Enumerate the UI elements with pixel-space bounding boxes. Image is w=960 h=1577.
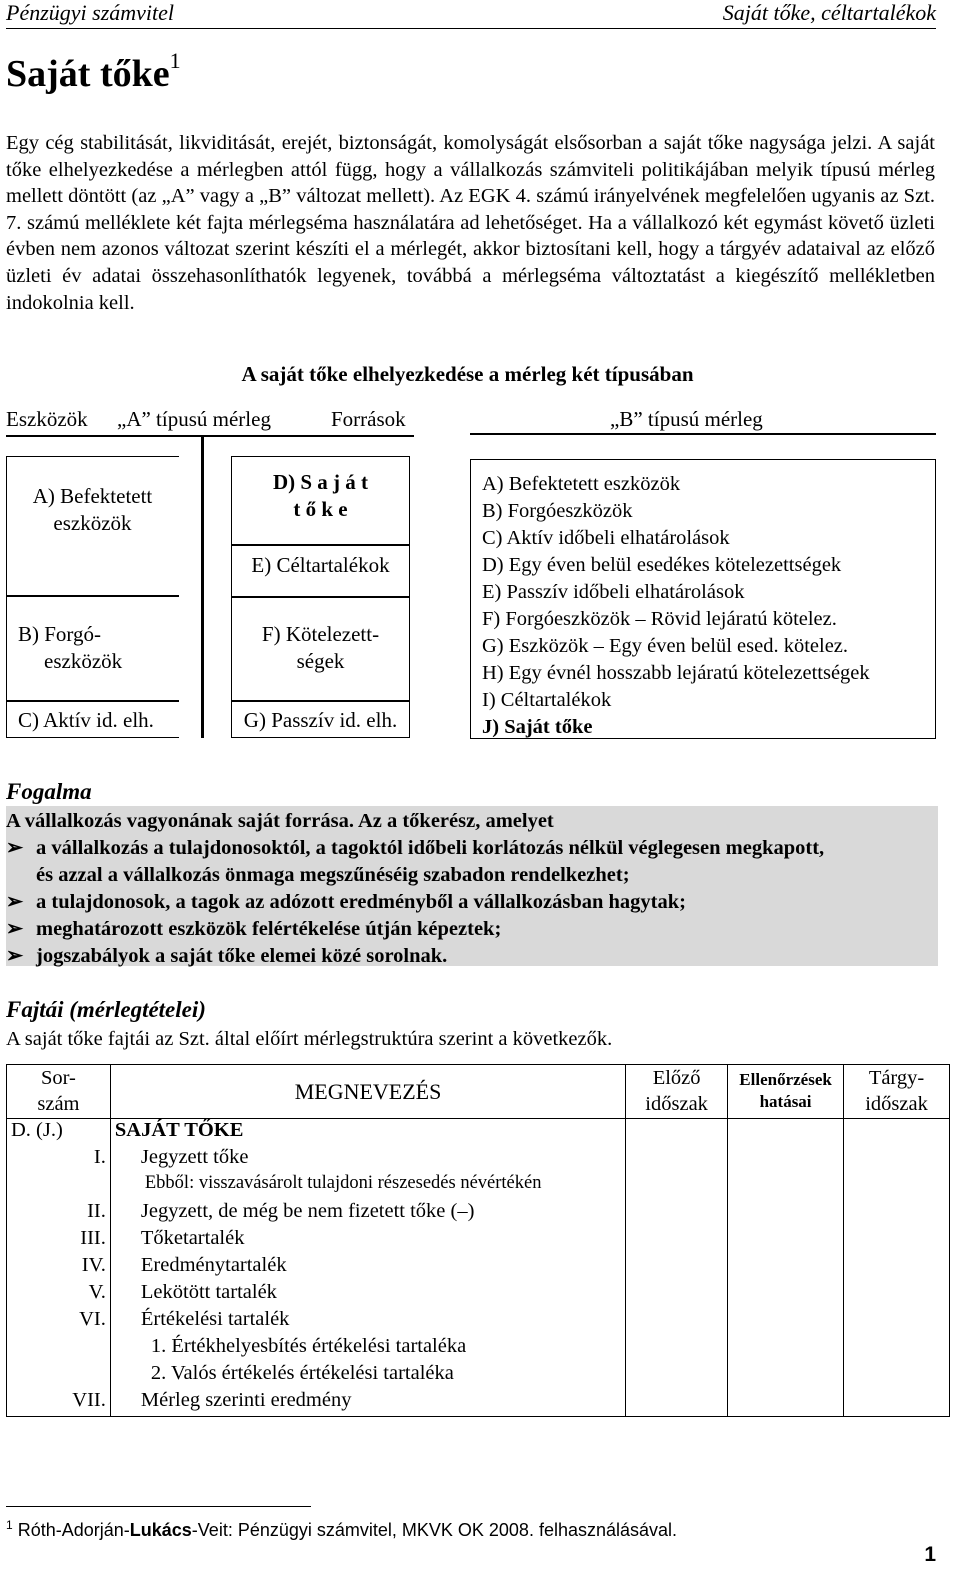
value-cell [626,1281,728,1308]
a-right-item: G) Passzív id. elh. [243,708,398,732]
fajtai-heading: Fajtái (mérlegtételei) [6,997,206,1022]
header-right: Saját tőke, céltartalékok [722,0,936,25]
row-number: I. [7,1146,111,1173]
b-item: F) Forgóeszközök – Rövid lejáratú kötelez. [482,608,837,630]
arrow-bullet-icon: ➢ [6,891,24,913]
page-title [6,48,181,96]
t-account-divider [201,436,204,738]
value-cell [626,1119,728,1147]
page-header [6,0,936,29]
bullet-text: jogszabályok a saját tőke elemei közé sorolnak. [36,945,448,967]
row-name: Jegyzett tőke [110,1146,625,1173]
value-cell [844,1254,950,1281]
row-number [7,1335,111,1362]
col-header-audit: Ellenőrzések hatásai [728,1065,844,1119]
value-cell [626,1362,728,1389]
row-name: SAJÁT TŐKE [110,1119,625,1147]
value-cell [626,1227,728,1254]
table-row [7,1308,950,1335]
value-cell [728,1335,844,1362]
b-item: C) Aktív időbeli elhatárolások [482,527,730,549]
value-cell [728,1173,844,1200]
b-item: G) Eszközök – Egy éven belül esed. kötelez. [482,635,849,657]
row-name: Jegyzett, de még be nem fizetett tőke (–) [110,1200,625,1227]
table-row [7,1362,950,1389]
page-number: 1 [924,1543,936,1566]
b-item: H) Egy évnél hosszabb lejáratú kötelezettségek [482,662,870,684]
title-text: Saját tőke [6,53,170,95]
value-cell [728,1119,844,1147]
value-cell [626,1335,728,1362]
value-cell [844,1281,950,1308]
bullet-text: a tulajdonosok, a tagok az adózott eredményből a vállalkozásban hagytak; [36,891,686,913]
value-cell [728,1362,844,1389]
table-row [7,1254,950,1281]
table-row [7,1200,950,1227]
value-cell [844,1227,950,1254]
value-cell [626,1200,728,1227]
row-number: V. [7,1281,111,1308]
value-cell [844,1173,950,1200]
arrow-bullet-icon: ➢ [6,837,24,859]
row-name: Mérleg szerinti eredmény [110,1389,625,1417]
row-number: VI. [7,1308,111,1335]
row-name: Tőketartalék [110,1227,625,1254]
b-item: B) Forgóeszközök [482,500,633,522]
bullet-text: meghatározott eszközök felértékelése útján képeztek; [36,918,502,940]
value-cell [728,1146,844,1173]
fogalma-heading: Fogalma [6,779,92,804]
b-item: A) Befektetett eszközök [482,473,681,495]
value-cell [844,1362,950,1389]
row-name: Eredménytartalék [110,1254,625,1281]
value-cell [844,1146,950,1173]
value-cell [626,1308,728,1335]
value-cell [728,1281,844,1308]
a-left-item: B) Forgó- [18,622,102,646]
value-cell [626,1173,728,1200]
diagram-heading: A saját tőke elhelyezkedése a mérleg két típusában [241,362,694,386]
row-number [7,1173,111,1200]
row-number: D. (J.) [7,1119,111,1147]
value-cell [728,1227,844,1254]
label-assets: Eszközök [6,407,88,431]
row-name: Ebből: visszavásárolt tulajdoni részesedés névértékén [110,1173,625,1200]
value-cell [728,1308,844,1335]
table-row [7,1119,950,1147]
a-right-item: F) Kötelezett- [261,622,380,646]
col-header-prev: Előző időszak [626,1065,728,1119]
row-number: IV. [7,1254,111,1281]
a-left-item: eszközök [44,649,123,673]
value-cell [844,1119,950,1147]
footnote: $^1$ Róth-Adorján-Lukács-Veit: Pénzügyi számvitel, MKVK OK 2008. felhasználásával. [6,1518,678,1540]
table-row [7,1227,950,1254]
col-header-name: MEGNEVEZÉS [110,1065,625,1119]
col-header-curr: Tárgy- időszak [844,1065,950,1119]
value-cell [728,1389,844,1417]
row-name: 1. Értékhelyesbítés értékelési tartaléka [110,1335,625,1362]
b-item: E) Passzív időbeli elhatárolások [482,581,745,603]
a-right-item: t ő k e [293,497,348,521]
definition-text: A vállalkozás vagyonának saját forrása. Az a tőkerész, amelyet [6,810,554,832]
row-number [7,1362,111,1389]
value-cell [844,1308,950,1335]
value-cell [728,1254,844,1281]
label-b-type: „B” típusú mérleg [610,407,763,431]
a-right-item: ségek [296,649,345,673]
bullet-text: és azzal a vállalkozás önmaga megszűnéséig szabadon rendelkezhet; [36,864,630,886]
value-cell [844,1335,950,1362]
row-number: VII. [7,1389,111,1417]
b-item: I) Céltartalékok [482,689,612,711]
table-row [7,1281,950,1308]
label-a-type: „A” típusú mérleg [117,407,271,431]
footnote-separator [6,1506,311,1507]
a-left-item: A) Befektetett [32,484,153,508]
value-cell [844,1389,950,1417]
a-left-item: eszközök [53,511,132,535]
table-row [7,1335,950,1362]
value-cell [728,1200,844,1227]
fajtai-intro: A saját tőke fajtái az Szt. által előírt mérlegstruktúra szerint a következők. [6,1028,613,1050]
table-row [7,1389,950,1417]
footnote-ref[interactable]: 1 [169,48,181,74]
a-header-line [6,435,414,437]
value-cell [626,1254,728,1281]
intro-paragraph: Egy cég stabilitását, likviditását, erejét, biztonságát, komolyságát elsősorban a saját tőke nagysága jelzi. A saját tőke elhelyezkedése a mérlegben attól függ, hogy a vállalkozás számviteli politikájában melyik típusú mérleg mellett döntött (az „A” vagy a „B” változat mellett). Az EGK 4. számú irányelvének megfelelően ugyanis az Szt. 7. számú melléklete két fajta mérlegséma használatára ad lehetőséget. Ha a vállalkozó két egymást követő üzleti évben nem azonos változat szerint készíti el a mérlegét, akkor biztosítani kell, hogy a tárgyév adataival az előző üzleti év adatai összehasonlíthatók legyenek, továbbá a mérlegséma változtatást a kiegészítő mellékletben indokolnia kell. [6,132,935,314]
equity-table [6,1064,950,1417]
table-row [7,1146,950,1173]
row-name: 2. Valós értékelés értékelési tartaléka [110,1362,625,1389]
row-name: Lekötött tartalék [110,1281,625,1308]
header-left: Pénzügyi számvitel [6,0,175,25]
label-sources: Források [331,407,406,431]
value-cell [626,1389,728,1417]
a-right-item: D) S a j á t [272,470,369,494]
row-name: Értékelési tartalék [110,1308,625,1335]
b-item: D) Egy éven belül esedékes kötelezettségek [482,554,842,576]
arrow-bullet-icon: ➢ [6,918,24,940]
row-number: II. [7,1200,111,1227]
b-item: J) Saját tőke [482,716,593,738]
value-cell [626,1146,728,1173]
b-header-line [470,433,936,435]
table-row [7,1173,950,1200]
b-items-list [482,471,870,741]
value-cell [844,1200,950,1227]
a-left-item: C) Aktív id. elh. [18,708,154,732]
a-right-item: E) Céltartalékok [251,553,390,577]
row-number: III. [7,1227,111,1254]
col-header-sorszam: Sor- szám [7,1065,111,1119]
arrow-bullet-icon: ➢ [6,945,24,967]
bullet-text: a vállalkozás a tulajdonosoktól, a tagoktól időbeli korlátozás nélkül véglegesen megkapott, [36,837,825,859]
